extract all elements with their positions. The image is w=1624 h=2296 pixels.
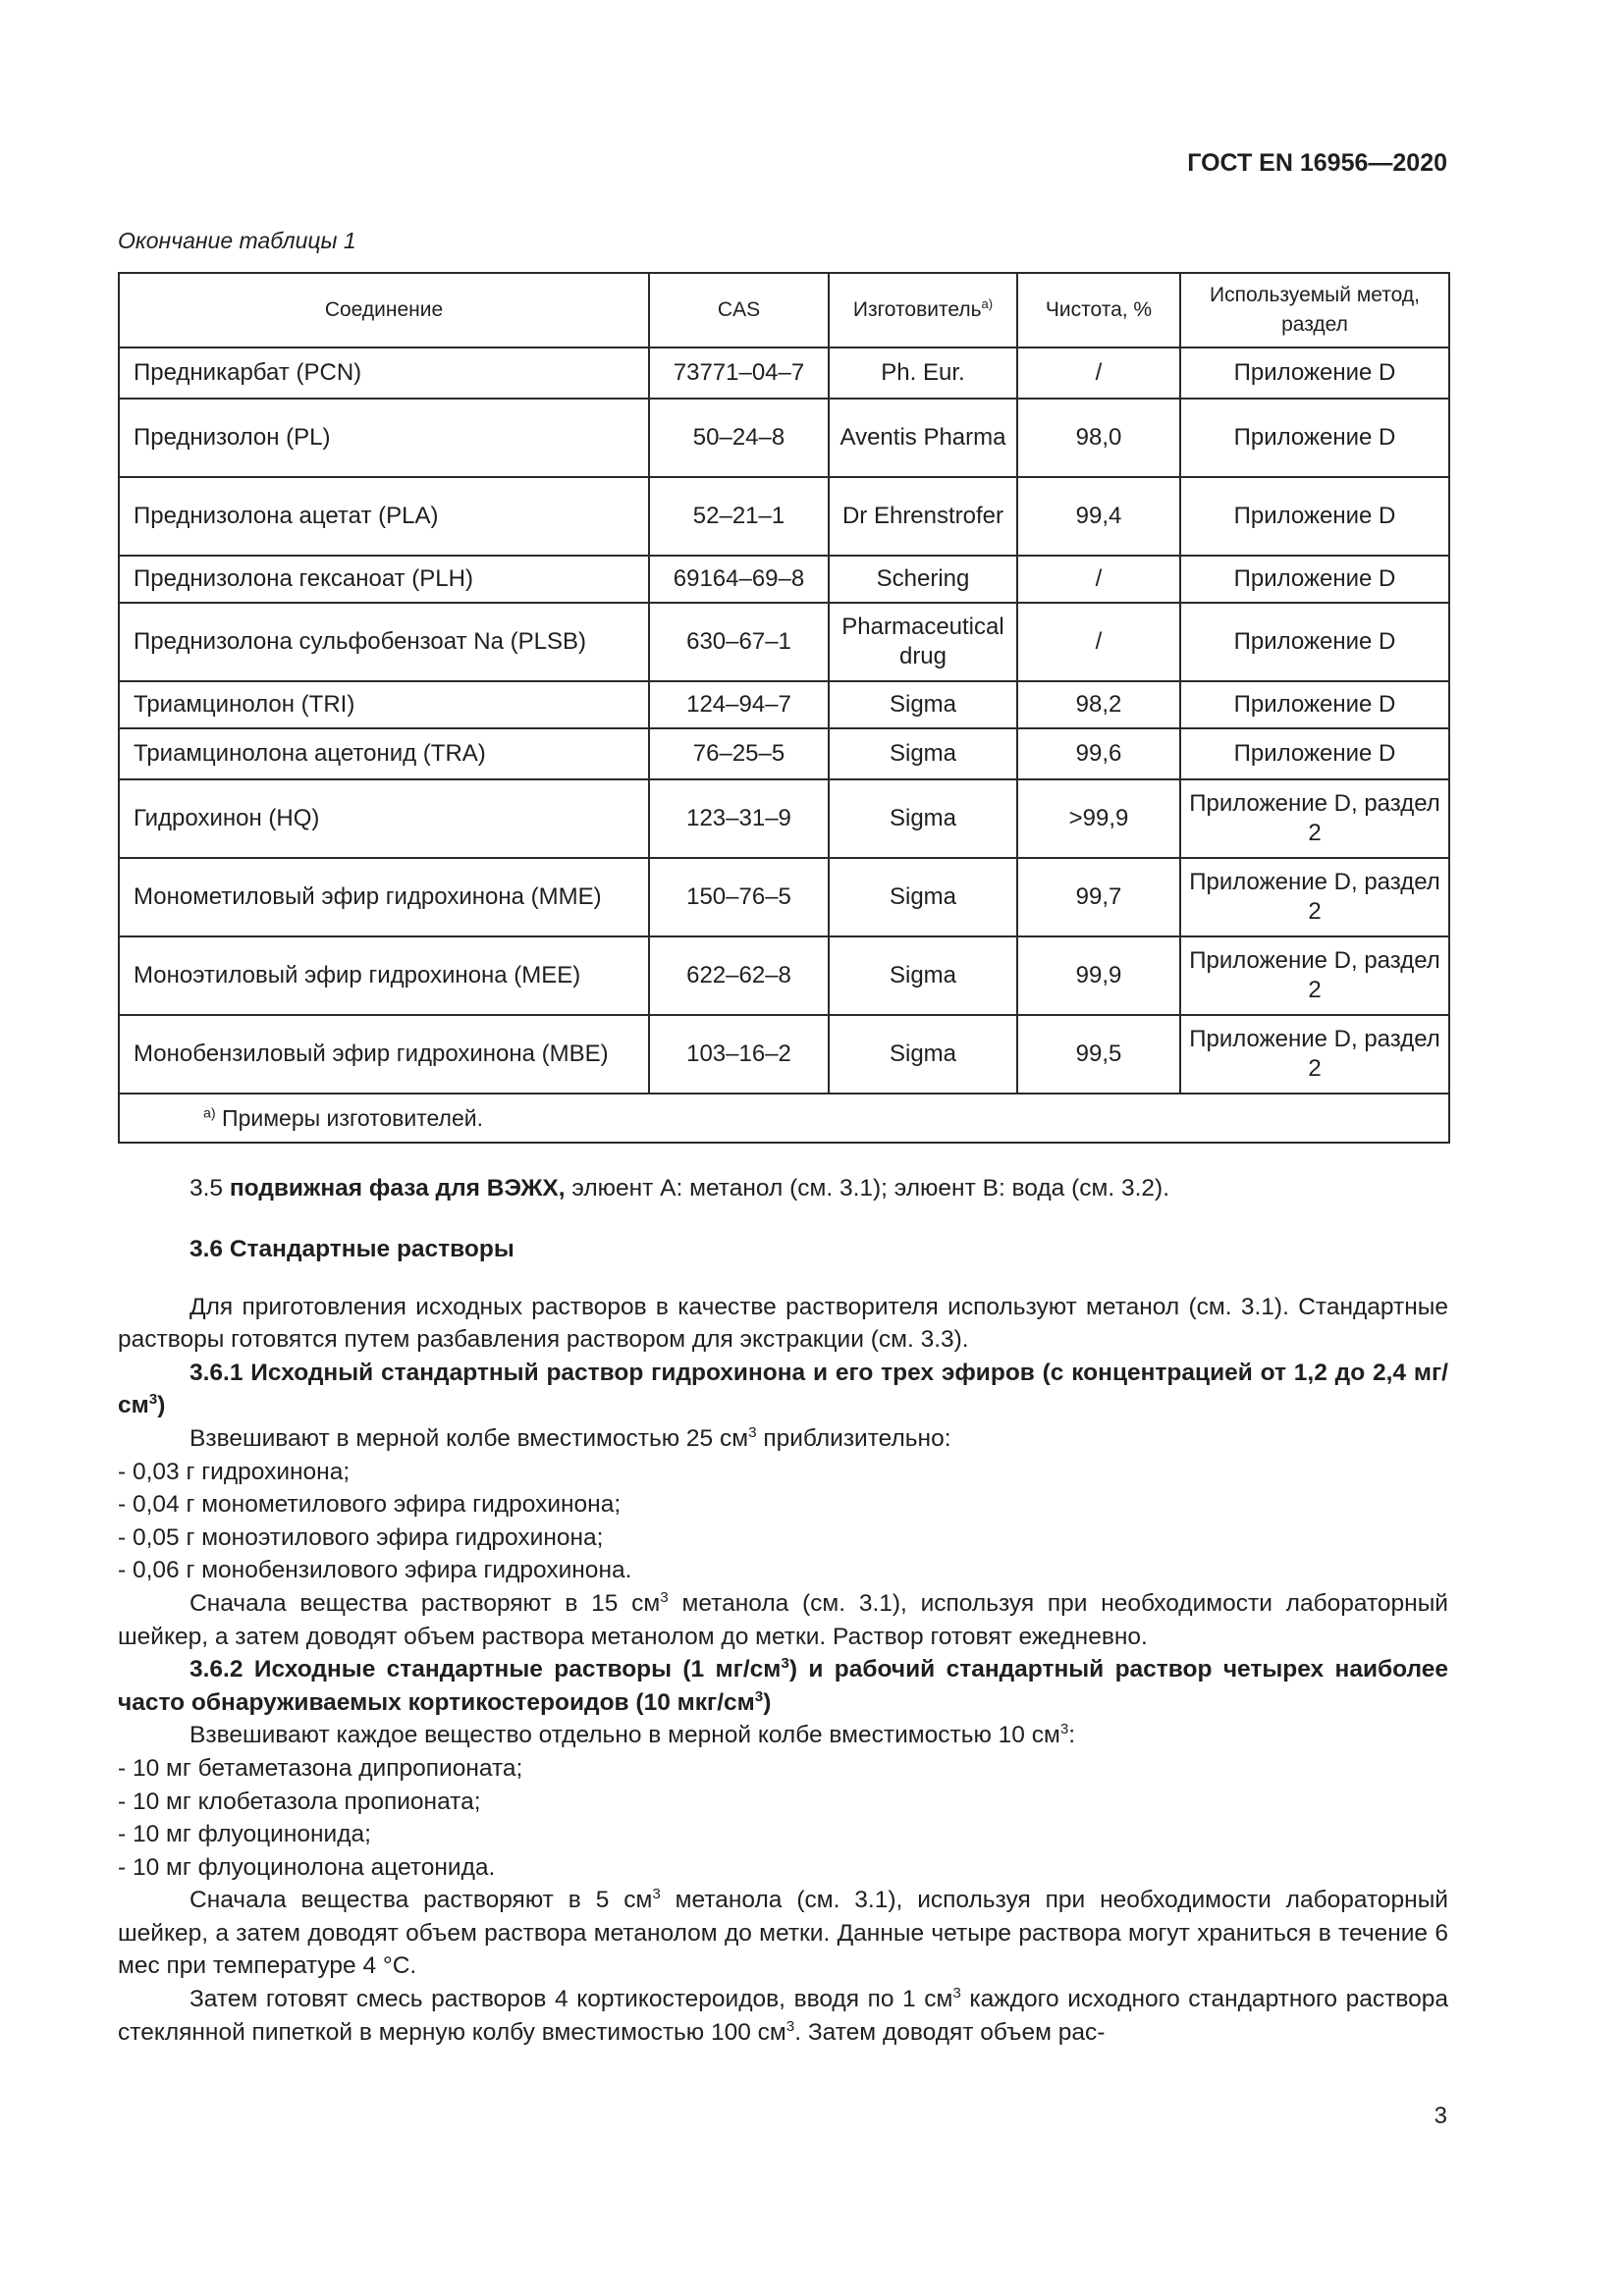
list-item: - 10 мг флуоцинолона ацетонида.: [118, 1853, 496, 1881]
table-row: [119, 681, 1449, 728]
table-caption: Окончание таблицы 1: [118, 228, 356, 253]
cell-cas: 76–25–5: [649, 728, 829, 779]
section-3-6-2-title-sup: 3: [754, 1687, 764, 1705]
dissolve-sup: 3: [652, 1886, 661, 1903]
mix-sup: 3: [952, 1984, 961, 2002]
cell-compound: Гидрохинон (HQ): [119, 779, 649, 858]
cell-maker: Schering: [829, 556, 1017, 603]
header-cas: CAS: [649, 273, 829, 347]
cell-purity: 99,4: [1017, 477, 1180, 556]
mix-text-mid: каждого исходного стандартного раствора стеклянной пипеткой в мерную колбу вместимостью 100 см: [118, 1986, 1448, 2046]
cell-purity: 98,2: [1017, 681, 1180, 728]
cell-cas: 150–76–5: [649, 858, 829, 936]
section-3-6-2-title-mid: ) и рабочий стандартный раствор четырех наиболее часто обнаруживаемых кортикостероидов (10 мкг/см: [118, 1656, 1448, 1716]
compounds-table: [118, 272, 1450, 1144]
cell-purity: 99,9: [1017, 936, 1180, 1015]
section-3-6-1-title-end: ): [157, 1392, 166, 1419]
table-row: [119, 936, 1449, 1015]
section-3-6-paragraph: Для приготовления исходных растворов в качестве растворителя используют метанол (см. 3.1). Стандартные растворы готовятся путем разбавления раствором для экстракции (см. 3.3).: [118, 1293, 1448, 1354]
cell-maker: Sigma: [829, 1015, 1017, 1094]
cell-compound: Триамцинолона ацетонид (TRA): [119, 728, 649, 779]
weigh-sup: 3: [748, 1423, 757, 1441]
weigh-sup: 3: [1059, 1721, 1069, 1738]
dissolve-sup: 3: [660, 1588, 669, 1606]
table-row: [119, 556, 1449, 603]
table-row: [119, 1015, 1449, 1094]
cell-cas: 73771–04–7: [649, 347, 829, 399]
mix-sup: 3: [785, 2017, 795, 2035]
cell-compound: Предникарбат (PCN): [119, 347, 649, 399]
section-3-6-1-weigh: [118, 1422, 1448, 1456]
list-item: - 10 мг флуоцинонида;: [118, 1821, 371, 1848]
footnote-text: Примеры изготовителей.: [215, 1105, 483, 1131]
document-designation: ГОСТ EN 16956—2020: [1187, 149, 1447, 177]
weigh-text-end: приблизительно:: [756, 1424, 951, 1452]
dissolve-text-end: метанола (см. 3.1), используя при необходимости лабораторный шейкер, а затем доводят объем раствора метанолом до метки. Данные четыре раствора могут храниться в течение 6 мес при температуре 4 °C.: [118, 1887, 1448, 1980]
table-row: [119, 477, 1449, 556]
cell-maker: Sigma: [829, 936, 1017, 1015]
list-item: - 0,04 г монометилового эфира гидрохинона;: [118, 1491, 622, 1519]
cell-maker: Sigma: [829, 858, 1017, 936]
section-3-6-1-title-sup: 3: [148, 1391, 158, 1409]
list-item: - 0,03 г гидрохинона;: [118, 1458, 351, 1485]
section-3-6-1-dissolve: [118, 1587, 1448, 1653]
cell-compound: Преднизолон (PL): [119, 399, 649, 477]
section-3-6-2-dissolve: [118, 1884, 1448, 1983]
cell-compound: Триамцинолон (TRI): [119, 681, 649, 728]
cell-purity: 99,7: [1017, 858, 1180, 936]
cell-method: Приложение D: [1180, 681, 1449, 728]
cell-compound: Моноэтиловый эфир гидрохинона (MEE): [119, 936, 649, 1015]
section-3-6-2-weigh: [118, 1719, 1448, 1752]
cell-compound: Преднизолона сульфобензоат Na (PLSB): [119, 603, 649, 681]
cell-method: Приложение D: [1180, 477, 1449, 556]
list-item: - 10 мг клобетазола пропионата;: [118, 1788, 481, 1815]
cell-cas: 69164–69–8: [649, 556, 829, 603]
table-row: [119, 347, 1449, 399]
table-footnote-row: [119, 1094, 1449, 1143]
page-number: 3: [1434, 2103, 1447, 2129]
header-method: Используемый метод, раздел: [1180, 273, 1449, 347]
list-item: - 10 мг бетаметазона дипропионата;: [118, 1754, 523, 1782]
table-row: [119, 779, 1449, 858]
table-row: [119, 858, 1449, 936]
section-3-6-2-title-text: 3.6.2 Исходные стандартные растворы (1 мг/см: [189, 1656, 782, 1683]
cell-cas: 630–67–1: [649, 603, 829, 681]
header-maker-footnote-mark: a): [981, 296, 994, 311]
weigh-text: Взвешивают в мерной колбе вместимостью 25 см: [189, 1424, 749, 1452]
cell-cas: 52–21–1: [649, 477, 829, 556]
cell-method: Приложение D: [1180, 728, 1449, 779]
footnote-mark: a): [203, 1105, 216, 1122]
cell-compound: Монобензиловый эфир гидрохинона (MBE): [119, 1015, 649, 1094]
cell-cas: 103–16–2: [649, 1015, 829, 1094]
cell-method: Приложение D: [1180, 603, 1449, 681]
dissolve-text: Сначала вещества растворяют в 5 см: [189, 1887, 653, 1914]
mobile-phase-definition: элюент A: метанол (см. 3.1); элюент B: вода (см. 3.2).: [565, 1175, 1170, 1201]
cell-method: Приложение D, раздел 2: [1180, 779, 1449, 858]
cell-maker: Ph. Eur.: [829, 347, 1017, 399]
cell-maker: Sigma: [829, 681, 1017, 728]
cell-purity: /: [1017, 347, 1180, 399]
mix-text: Затем готовят смесь растворов 4 кортикостероидов, вводя по 1 см: [189, 1986, 953, 2013]
cell-cas: 622–62–8: [649, 936, 829, 1015]
cell-method: Приложение D: [1180, 347, 1449, 399]
header-maker-label: Изготовитель: [852, 298, 982, 321]
dissolve-text: Сначала вещества растворяют в 15 см: [189, 1589, 661, 1617]
cell-method: Приложение D: [1180, 399, 1449, 477]
table-row: [119, 603, 1449, 681]
section-3-6-1-title: [118, 1357, 1448, 1422]
cell-compound: Преднизолона ацетат (PLA): [119, 477, 649, 556]
cell-purity: 99,5: [1017, 1015, 1180, 1094]
cell-maker: Pharmaceutical drug: [829, 603, 1017, 681]
section-3-6-1-title-text: 3.6.1 Исходный стандартный раствор гидрохинона и его трех эфиров (с концентрацией от 1,2 до 2,4 мг/см: [118, 1359, 1448, 1419]
cell-maker: Dr Ehrenstrofer: [829, 477, 1017, 556]
section-3-6-2-title-end: ): [763, 1688, 772, 1716]
weigh-text-end: :: [1068, 1722, 1076, 1749]
cell-purity: /: [1017, 556, 1180, 603]
section-3-6-2-title: [118, 1653, 1448, 1719]
table-row: [119, 728, 1449, 779]
cell-cas: 50–24–8: [649, 399, 829, 477]
header-purity: Чистота, %: [1017, 273, 1180, 347]
cell-purity: 98,0: [1017, 399, 1180, 477]
table-header-row: [119, 273, 1449, 347]
cell-purity: >99,9: [1017, 779, 1180, 858]
table-row: [119, 399, 1449, 477]
mobile-phase-paragraph: [118, 1172, 1448, 1205]
section-3-6-title: 3.6 Стандартные растворы: [189, 1236, 514, 1262]
cell-cas: 123–31–9: [649, 779, 829, 858]
cell-maker: Aventis Pharma: [829, 399, 1017, 477]
dissolve-text-end: метанола (см. 3.1), используя при необходимости лабораторный шейкер, а затем доводят объем раствора метанолом до метки. Раствор готовят ежедневно.: [118, 1589, 1448, 1650]
list-item: - 0,05 г моноэтилового эфира гидрохинона;: [118, 1523, 604, 1551]
mix-text-end: . Затем доводят объем рас-: [794, 2018, 1106, 2046]
cell-cas: 124–94–7: [649, 681, 829, 728]
table-footnote: [119, 1094, 1449, 1143]
cell-method: Приложение D, раздел 2: [1180, 1015, 1449, 1094]
list-item: - 0,06 г монобензилового эфира гидрохинона.: [118, 1557, 632, 1584]
cell-method: Приложение D: [1180, 556, 1449, 603]
header-maker: [829, 273, 1017, 347]
cell-maker: Sigma: [829, 779, 1017, 858]
cell-method: Приложение D, раздел 2: [1180, 858, 1449, 936]
cell-compound: Монометиловый эфир гидрохинона (MME): [119, 858, 649, 936]
cell-maker: Sigma: [829, 728, 1017, 779]
section-3-5: [118, 1172, 1448, 1205]
cell-compound: Преднизолона гексаноат (PLH): [119, 556, 649, 603]
header-compound: Соединение: [119, 273, 649, 347]
cell-method: Приложение D, раздел 2: [1180, 936, 1449, 1015]
section-3-6-2-title-sup: 3: [781, 1654, 789, 1672]
cell-purity: /: [1017, 603, 1180, 681]
weigh-text: Взвешивают каждое вещество отдельно в мерной колбе вместимостью 10 см: [189, 1722, 1060, 1749]
section-3-6: [118, 1233, 1448, 2049]
cell-purity: 99,6: [1017, 728, 1180, 779]
section-3-5-number: 3.5: [189, 1175, 230, 1201]
mobile-phase-term: подвижная фаза для ВЭЖХ,: [229, 1175, 566, 1201]
section-3-6-2-mix: [118, 1983, 1448, 2049]
